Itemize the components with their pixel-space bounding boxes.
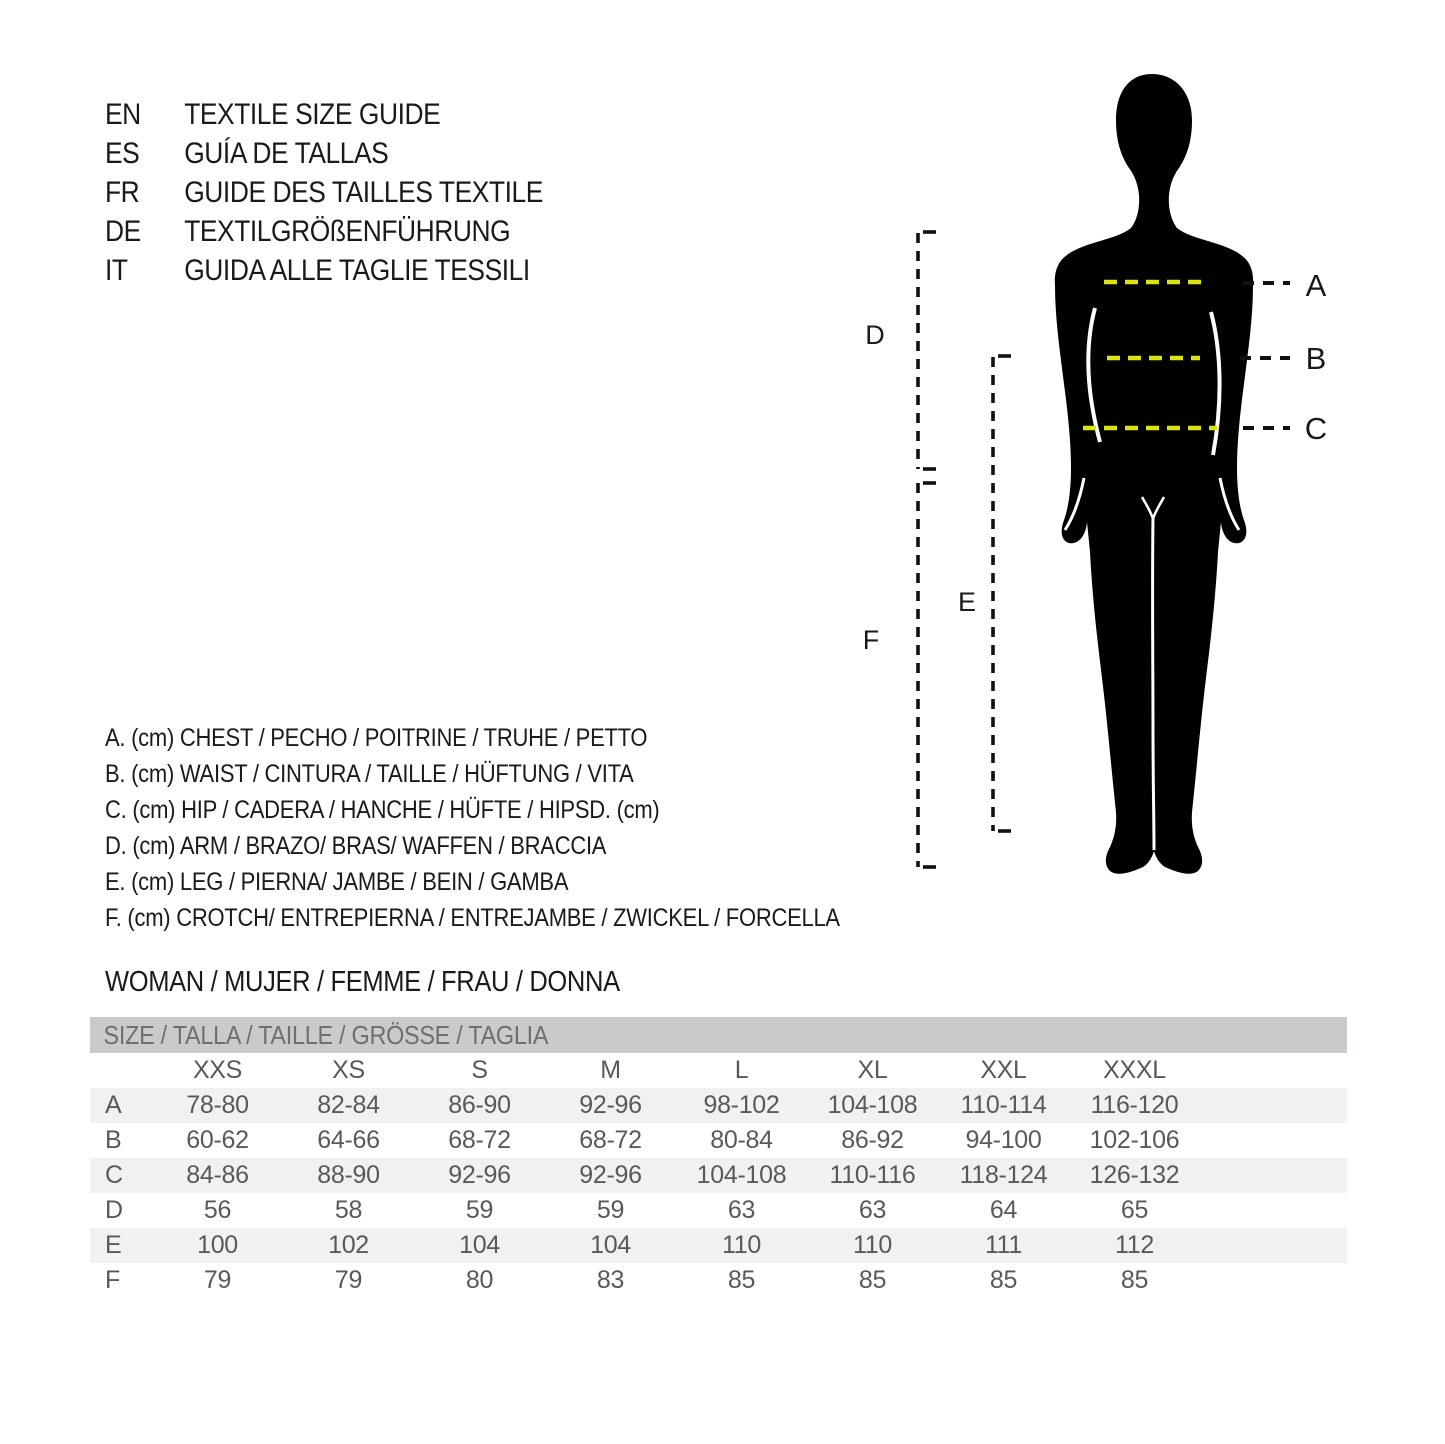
table-row (90, 1088, 1347, 1123)
cell: 98-102 (676, 1088, 807, 1123)
title-row-es (105, 134, 543, 173)
cell: 85 (989, 1266, 1018, 1294)
cell: 92-96 (545, 1088, 676, 1123)
cell: 126-132 (1069, 1158, 1200, 1193)
cell: 118-124 (938, 1158, 1069, 1193)
cell: 58 (334, 1196, 363, 1224)
cell: 92-96 (545, 1158, 676, 1193)
cell: 78-80 (152, 1088, 283, 1123)
cell: 85 (1120, 1266, 1149, 1294)
cell: 82-84 (283, 1088, 414, 1123)
cell: 60-62 (186, 1126, 249, 1154)
leg-separator-line (1153, 518, 1154, 850)
size-header-row (90, 1053, 1347, 1088)
gender-heading: WOMAN / MUJER / FEMME / FRAU / DONNA (105, 966, 620, 998)
cell: 79 (203, 1266, 232, 1294)
measurement-desc-c: C. (cm) HIP / CADERA / HANCHE / HÜFTE / HIPSD. (cm) (105, 796, 660, 824)
cell: 110-114 (938, 1088, 1069, 1123)
label-f: F (862, 625, 880, 655)
row-label: C (90, 1158, 152, 1193)
cell: 59 (465, 1196, 494, 1224)
label-c: C (1304, 411, 1328, 446)
table-row (90, 1123, 1347, 1158)
cell: 85 (727, 1266, 756, 1294)
table-row (90, 1158, 1347, 1193)
woman-silhouette (1055, 74, 1253, 874)
size-col-header: M (600, 1056, 621, 1084)
size-col-header: XS (332, 1056, 365, 1084)
cell: 112 (1069, 1228, 1200, 1263)
measurement-desc-f: F. (cm) CROTCH/ ENTREPIERNA / ENTREJAMBE / ZWICKEL / FORCELLA (105, 904, 840, 932)
cell: 63 (727, 1196, 756, 1224)
cell: 104 (545, 1228, 676, 1263)
cell: 83 (596, 1266, 625, 1294)
measurement-desc-d: D. (cm) ARM / BRAZO/ BRAS/ WAFFEN / BRACCIA (105, 832, 607, 860)
language-code: DE (105, 215, 141, 248)
measurement-desc-b: B. (cm) WAIST / CINTURA / TAILLE / HÜFTUNG / VITA (105, 760, 634, 788)
language-code: ES (105, 137, 140, 170)
size-col-header: L (734, 1056, 749, 1084)
size-col-header: S (471, 1056, 488, 1084)
guide-title: GUIDA ALLE TAGLIE TESSILI (184, 254, 530, 287)
label-e: E (957, 587, 977, 617)
language-code: IT (105, 254, 128, 287)
filler-cell (1200, 1228, 1347, 1263)
cell: 92-96 (414, 1158, 545, 1193)
cell: 110 (676, 1228, 807, 1263)
table-header-cell (90, 1017, 1347, 1053)
cell: 64-66 (317, 1126, 380, 1154)
cell: 85 (858, 1266, 887, 1294)
dimension-lines (918, 232, 1011, 867)
row-label: D (105, 1196, 123, 1224)
corner-cell (90, 1053, 152, 1088)
label-a: A (1305, 268, 1327, 303)
body-measurement-diagram (850, 60, 1360, 900)
size-col-header: XL (857, 1056, 888, 1084)
cell: 104 (414, 1228, 545, 1263)
language-title-block (105, 95, 543, 290)
cell: 68-72 (448, 1126, 511, 1154)
measurement-desc-a: A. (cm) CHEST / PECHO / POITRINE / TRUHE / PETTO (105, 724, 648, 752)
table-row (90, 1263, 1347, 1298)
label-d: D (865, 320, 885, 350)
cell: 102 (283, 1228, 414, 1263)
cell: 63 (858, 1196, 887, 1224)
size-col-header: XXL (980, 1056, 1027, 1084)
language-code: FR (105, 176, 140, 209)
cell: 79 (334, 1266, 363, 1294)
cell: 111 (938, 1228, 1069, 1263)
cell: 94-100 (965, 1126, 1042, 1154)
guide-title: GUÍA DE TALLAS (184, 137, 389, 170)
row-label: A (90, 1088, 152, 1123)
guide-title: TEXTILGRÖßENFÜHRUNG (184, 215, 511, 248)
title-row-de (105, 212, 543, 251)
cell: 88-90 (283, 1158, 414, 1193)
cell: 104-108 (807, 1088, 938, 1123)
cell: 110 (807, 1228, 938, 1263)
cell: 104-108 (676, 1158, 807, 1193)
filler-cell (1200, 1123, 1347, 1158)
filler-cell (1200, 1193, 1347, 1228)
table-row (90, 1228, 1347, 1263)
size-table (90, 1017, 1347, 1298)
cell: 86-90 (414, 1088, 545, 1123)
title-row-it (105, 251, 543, 290)
filler-cell (1200, 1088, 1347, 1123)
filler-cell (1200, 1053, 1347, 1088)
measurement-descriptions (105, 720, 840, 936)
row-label: E (90, 1228, 152, 1263)
table-row (90, 1193, 1347, 1228)
cell: 102-106 (1089, 1126, 1180, 1154)
label-b: B (1305, 341, 1327, 376)
cell: 86-92 (841, 1126, 904, 1154)
cell: 84-86 (152, 1158, 283, 1193)
table-header-text: SIZE / TALLA / TAILLE / GRÖSSE / TAGLIA (103, 1019, 549, 1050)
cell: 80-84 (710, 1126, 773, 1154)
cell: 116-120 (1069, 1088, 1200, 1123)
cell: 68-72 (579, 1126, 642, 1154)
cell: 65 (1120, 1196, 1149, 1224)
cell: 100 (152, 1228, 283, 1263)
filler-cell (1200, 1263, 1347, 1298)
title-row-fr (105, 173, 543, 212)
cell: 110-116 (807, 1158, 938, 1193)
table-header-bar (90, 1017, 1347, 1053)
row-label: F (105, 1266, 120, 1294)
size-col-header: XXS (192, 1056, 243, 1084)
measurement-desc-e: E. (cm) LEG / PIERNA/ JAMBE / BEIN / GAMBA (105, 868, 569, 896)
size-col-header: XXXL (1103, 1056, 1166, 1084)
row-label: B (105, 1126, 122, 1154)
language-code: EN (105, 98, 141, 131)
guide-title: GUIDE DES TAILLES TEXTILE (184, 176, 543, 209)
cell: 56 (203, 1196, 232, 1224)
title-row-en (105, 95, 543, 134)
filler-cell (1200, 1158, 1347, 1193)
cell: 80 (465, 1266, 494, 1294)
cell: 59 (596, 1196, 625, 1224)
cell: 64 (989, 1196, 1018, 1224)
guide-title: TEXTILE SIZE GUIDE (184, 98, 441, 131)
